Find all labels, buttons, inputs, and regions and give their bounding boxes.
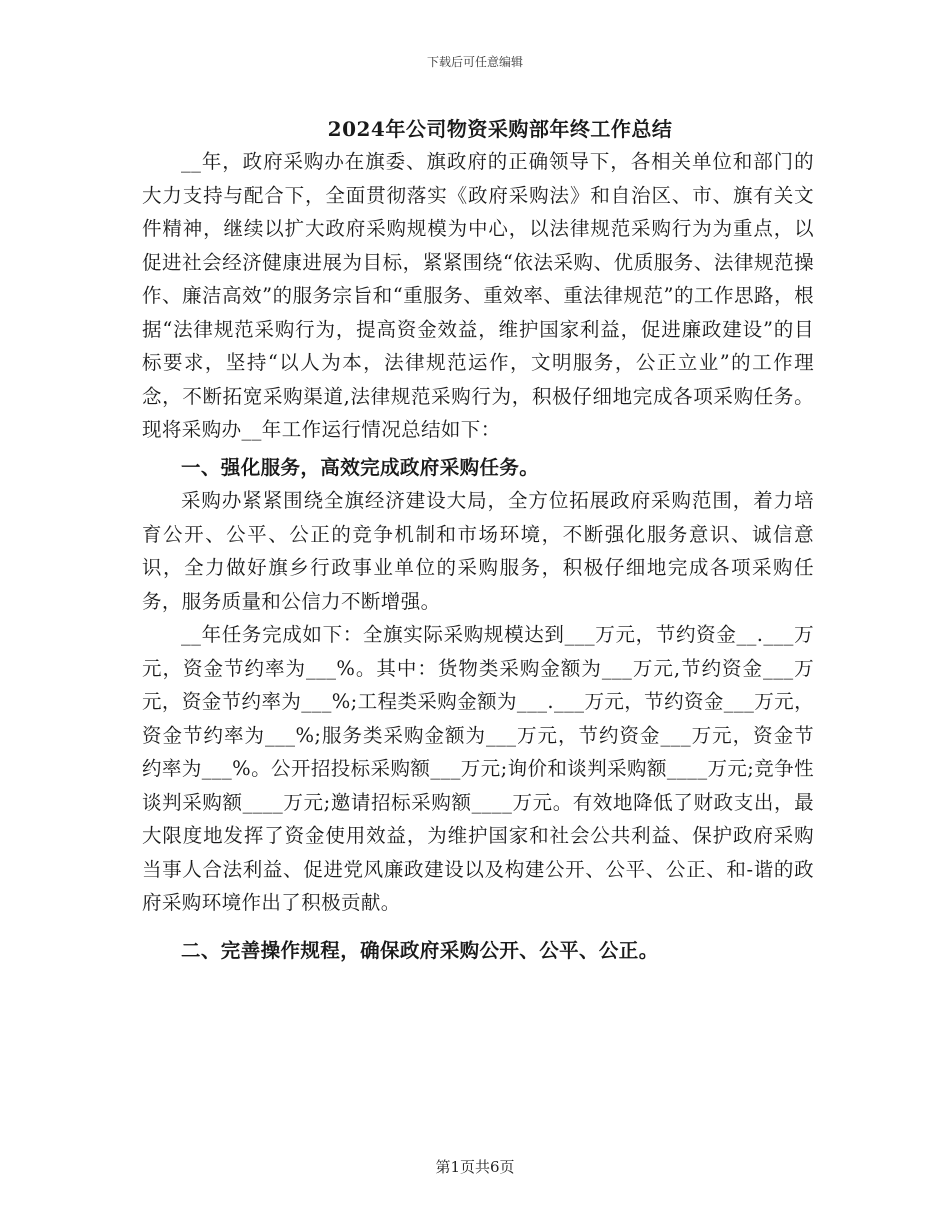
paragraph-section1-b: __年任务完成如下：全旗实际采购规模达到___万元，节约资金__.___万元，资金节约率为___%。其中：货物类采购金额为___万元,节约资金___万元，资金节约率为___%;工程类采购金额为___.___万元，节约资金___万元，资金节约率为___%;服务类采购金额为___万元，节约资金___万元，资金节约率为___%。公开招投标采购额___万元;询价和谈判采购额____万元;竞争性谈判采购额____万元;邀请招标采购额____万元。有效地降低了财政支出，最大限度地发挥了资金使用效益，为维护国家和社会公共利益、保护政府采购当事人合法利益、促进党风廉政建设以及构建公开、公平、公正、和-谐的政府采购环境作出了积极贡献。 xyxy=(142,623,814,914)
document-body xyxy=(142,145,814,967)
section-heading-1: 一、强化服务，高效完成政府采购任务。 xyxy=(181,455,540,479)
page-header-note: 下载后可任意编辑 xyxy=(426,55,523,69)
paragraph-section1-a: 采购办紧紧围绕全旗经济建设大局，全方位拓展政府采购范围，着力培育公开、公平、公正的竞争机制和市场环境，不断强化服务意识、诚信意识，全力做好旗乡行政事业单位的采购服务，积极仔细地完成各项采购任务，服务质量和公信力不断增强。 xyxy=(142,489,814,613)
section-heading-2: 二、完善操作规程，确保政府采购公开、公平、公正。 xyxy=(181,938,659,962)
document-title: 2024年公司物资采购部年终工作总结 xyxy=(327,117,673,141)
paragraph-intro: __年，政府采购办在旗委、旗政府的正确领导下，各相关单位和部门的大力支持与配合下，全面贯彻落实《政府采购法》和自治区、市、旗有关文件精神，继续以扩大政府采购规模为中心，以法律规范采购行为为重点，以促进社会经济健康进展为目标，紧紧围绕“依法采购、优质服务、法律规范操作、廉洁高效”的服务宗旨和“重服务、重效率、重法律规范”的工作思路，根据“法律规范采购行为，提高资金效益，维护国家利益，促进廉政建设”的目标要求，坚持“以人为本，法律规范运作，文明服务，公正立业”的工作理念，不断拓宽采购渠道,法律规范采购行为，积极仔细地完成各项采购任务。现将采购办__年工作运行情况总结如下： xyxy=(142,150,814,441)
page-footer-number: 第1页共6页 xyxy=(435,1158,515,1176)
